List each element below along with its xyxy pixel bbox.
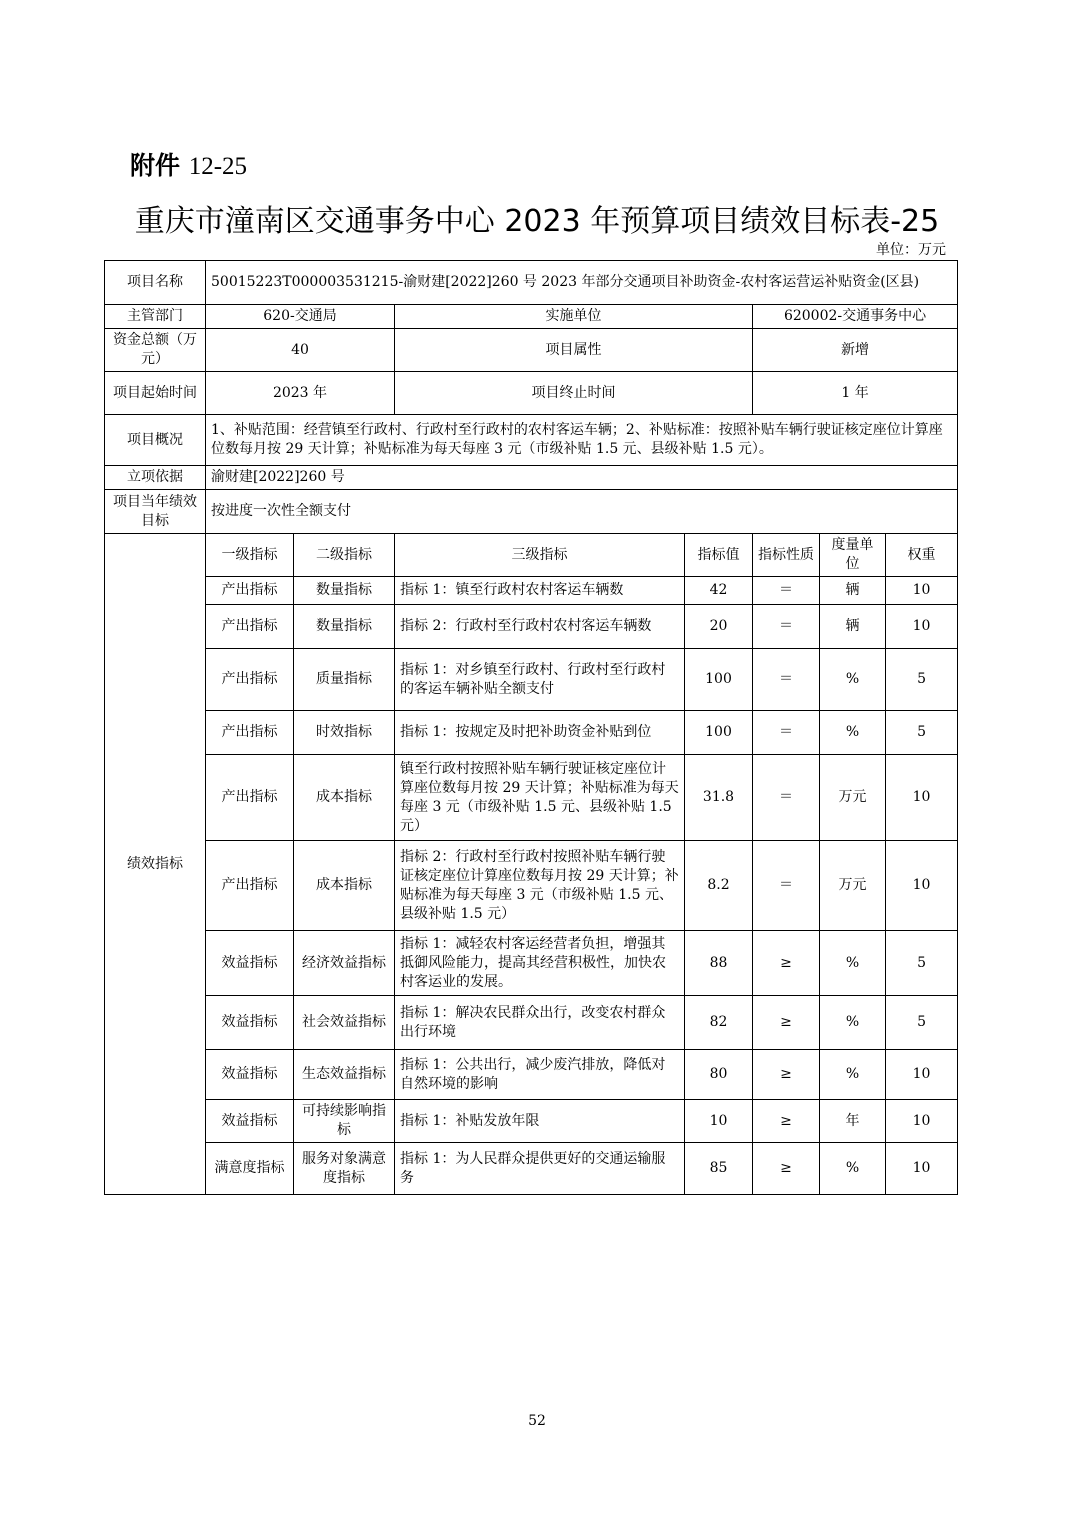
table-cell: 5 [886,996,958,1050]
table-cell: ≥ [753,1050,820,1100]
table-row [105,711,958,755]
impl-value: 620002-交通事务中心 [753,305,958,329]
table-cell: 数量指标 [294,605,395,649]
table-cell: 产出指标 [206,841,294,931]
table-cell: 效益指标 [206,931,294,996]
table-row [105,755,958,841]
label-indicators: 绩效指标 [105,534,206,1195]
label-basis: 立项依据 [105,466,206,490]
table-cell: 10 [685,1100,753,1143]
table-cell: 80 [685,1050,753,1100]
table-cell: 成本指标 [294,841,395,931]
start-value: 2023 年 [206,372,395,415]
table-cell: 指标 1：公共出行，减少废汽排放，降低对自然环境的影响 [395,1050,685,1100]
label-impl: 实施单位 [395,305,753,329]
table-cell: 20 [685,605,753,649]
dept-value: 620-交通局 [206,305,395,329]
table-cell: 效益指标 [206,1100,294,1143]
performance-table [104,260,958,1195]
table-cell: 指标 1：按规定及时把补助资金补贴到位 [395,711,685,755]
table-cell: 指标 1：解决农民群众出行，改变农村群众出行环境 [395,996,685,1050]
label-start: 项目起始时间 [105,372,206,415]
header-cell: 二级指标 [294,534,395,577]
table-cell: 指标 1：为人民群众提供更好的交通运输服务 [395,1143,685,1195]
table-cell: 产出指标 [206,605,294,649]
table-row [105,931,958,996]
header-cell: 度量单位 [820,534,886,577]
table-cell: 10 [886,605,958,649]
end-value: 1 年 [753,372,958,415]
table-cell: 指标 2：行政村至行政村农村客运车辆数 [395,605,685,649]
table-cell: 数量指标 [294,577,395,605]
unit-label: 单位：万元 [876,242,946,258]
table-cell: 万元 [820,755,886,841]
table-cell: ＝ [753,605,820,649]
overview-value: 1、补贴范围：经营镇至行政村、行政村至行政村的农村客运车辆；2、补贴标准：按照补贴车辆行驶证核定座位计算座位数每月按 29 天计算；补贴标准为每天每座 3 元（市级补贴 1.5 元、县级补贴 1.5 元）。 [206,415,958,466]
table-cell: % [820,1050,886,1100]
table-cell: 85 [685,1143,753,1195]
table-cell: 42 [685,577,753,605]
table-cell: 产出指标 [206,649,294,711]
table-cell: 10 [886,1143,958,1195]
table-cell: 10 [886,1100,958,1143]
table-cell: 10 [886,1050,958,1100]
basis-value: 渝财建[2022]260 号 [206,466,958,490]
table-cell: 时效指标 [294,711,395,755]
label-project-name: 项目名称 [105,261,206,305]
attr-value: 新增 [753,329,958,372]
table-cell: 指标 1：减轻农村客运经营者负担，增强其抵御风险能力，提高其经营积极性，加快农村客运业的发展。 [395,931,685,996]
label-fund: 资金总额（万元） [105,329,206,372]
goal-value: 按进度一次性全额支付 [206,490,958,534]
table-cell: ≥ [753,931,820,996]
table-row [105,1100,958,1143]
project-name: 50015223T000003531215-渝财建[2022]260 号 2023 年部分交通项目补助资金-农村客运营运补贴资金(区县) [206,261,958,305]
table-cell: % [820,711,886,755]
label-end: 项目终止时间 [395,372,753,415]
table-cell: 可持续影响指标 [294,1100,395,1143]
table-cell: 效益指标 [206,1050,294,1100]
table-cell: ＝ [753,577,820,605]
table-cell: 5 [886,711,958,755]
table-cell: 生态效益指标 [294,1050,395,1100]
table-cell: 万元 [820,841,886,931]
label-overview: 项目概况 [105,415,206,466]
table-cell: % [820,931,886,996]
table-cell: 100 [685,711,753,755]
table-cell: 88 [685,931,753,996]
table-cell: 31.8 [685,755,753,841]
table-row [105,577,958,605]
table-cell: 10 [886,841,958,931]
header-cell: 一级指标 [206,534,294,577]
table-cell: 产出指标 [206,755,294,841]
table-cell: 指标 1：补贴发放年限 [395,1100,685,1143]
table-cell: ≥ [753,1143,820,1195]
table-cell: 100 [685,649,753,711]
header-cell: 指标值 [685,534,753,577]
table-row [105,1050,958,1100]
label-attr: 项目属性 [395,329,753,372]
page-title: 重庆市潼南区交通事务中心 2023 年预算项目绩效目标表-25 [134,204,940,239]
table-cell: 效益指标 [206,996,294,1050]
table-cell: ≥ [753,996,820,1050]
table-row [105,1143,958,1195]
table-cell: 10 [886,577,958,605]
table-cell: 10 [886,755,958,841]
label-goal: 项目当年绩效目标 [105,490,206,534]
table-cell: ＝ [753,755,820,841]
label-dept: 主管部门 [105,305,206,329]
table-cell: 服务对象满意度指标 [294,1143,395,1195]
header-cell: 指标性质 [753,534,820,577]
table-cell: 产出指标 [206,711,294,755]
table-cell: 辆 [820,605,886,649]
table-cell: 5 [886,649,958,711]
table-row [105,841,958,931]
table-cell: 满意度指标 [206,1143,294,1195]
table-cell: 指标 1：对乡镇至行政村、行政村至行政村的客运车辆补贴全额支付 [395,649,685,711]
table-cell: ≥ [753,1100,820,1143]
page-number: 52 [528,1413,546,1429]
table-cell: 镇至行政村按照补贴车辆行驶证核定座位计算座位数每月按 29 天计算；补贴标准为每天每座 3 元（市级补贴 1.5 元、县级补贴 1.5 元） [395,755,685,841]
table-cell: 质量指标 [294,649,395,711]
table-cell: 指标 1：镇至行政村农村客运车辆数 [395,577,685,605]
header-cell: 三级指标 [395,534,685,577]
table-cell: 产出指标 [206,577,294,605]
table-cell: 社会效益指标 [294,996,395,1050]
table-cell: % [820,996,886,1050]
fund-value: 40 [206,329,395,372]
table-row [105,649,958,711]
table-cell: 5 [886,931,958,996]
table-cell: ＝ [753,649,820,711]
table-cell: % [820,1143,886,1195]
header-cell: 权重 [886,534,958,577]
table-cell: 成本指标 [294,755,395,841]
table-cell: 82 [685,996,753,1050]
table-cell: 8.2 [685,841,753,931]
table-cell: ＝ [753,711,820,755]
table-cell: 年 [820,1100,886,1143]
table-cell: 经济效益指标 [294,931,395,996]
table-row [105,605,958,649]
attachment-label: 附件 12-25 [130,151,248,180]
table-row [105,996,958,1050]
table-cell: 指标 2：行政村至行政村按照补贴车辆行驶证核定座位计算座位数每月按 29 天计算；补贴标准为每天每座 3 元（市级补贴 1.5 元、县级补贴 1.5 元） [395,841,685,931]
table-cell: % [820,649,886,711]
table-cell: ＝ [753,841,820,931]
table-cell: 辆 [820,577,886,605]
